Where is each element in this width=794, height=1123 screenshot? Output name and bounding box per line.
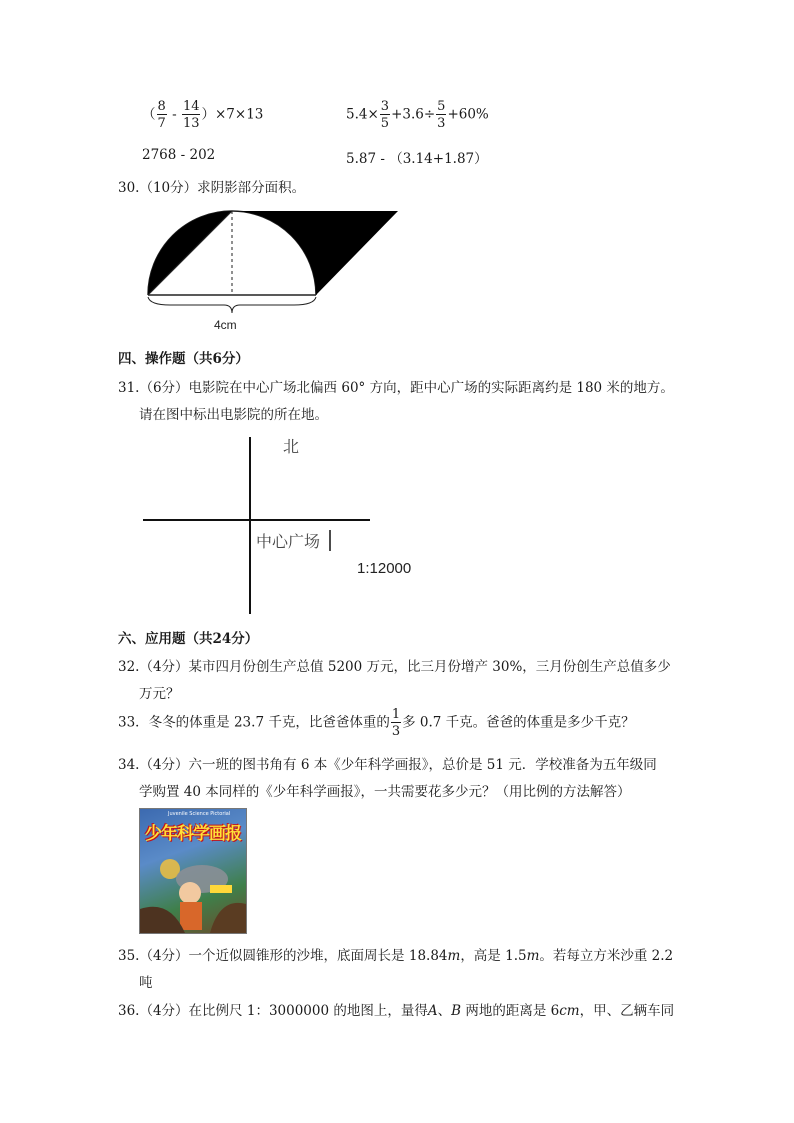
shaded-area-figure: [140, 205, 410, 335]
question-35-line1: 35.（4分）一个近似圆锥形的沙堆，底面周长是 18.84m，高是 1.5m。若每立方米沙重 2.2: [118, 948, 674, 964]
calc-expression-4: 5.87 - （3.14+1.87）: [346, 151, 488, 167]
question-34-line1: 34.（4分）六一班的图书角有 6 本《少年科学画报》，总价是 51 元．学校准备为五年级同: [118, 757, 657, 773]
cover-subtitle: Juvenile Science Pictorial: [168, 811, 231, 817]
question-36: 36.（4分）在比例尺 1：3000000 的地图上，量得A、B 两地的距离是 6cm，甲、乙辆车同: [118, 1003, 675, 1019]
center-square-label: 中心广场: [256, 534, 321, 551]
dimension-label: 4cm: [214, 318, 237, 332]
fraction-1-3: $\frac{1}{3}$: [391, 707, 401, 739]
cover-title: 少年科学画报: [145, 824, 241, 844]
calc-expression-2: 5.4× $\frac{3}{5}$ +3.6÷ $\frac{5}{3}$ +60%: [346, 99, 489, 131]
fraction-8-7: $\frac{8}{7}$: [157, 99, 166, 131]
north-label: 北: [283, 439, 300, 456]
fraction-5-3: $\frac{5}{3}$: [437, 99, 446, 131]
calc-expression-1: （ $\frac{8}{7}$ - $\frac{14}{13}$ ）×7×13: [142, 99, 264, 131]
section-title-6: 六、应用题（共24分）: [118, 631, 259, 647]
direction-map: [140, 432, 440, 617]
calc-expression-3: 2768 - 202: [142, 147, 216, 163]
question-34-line2: 学购置 40 本同样的《少年科学画报》，一共需要花多少元？（用比例的方法解答）: [139, 784, 631, 800]
magazine-cover-image: [139, 808, 247, 934]
question-31-line2: 请在图中标出电影院的所在地。: [139, 407, 328, 423]
question-32-line2: 万元？: [139, 686, 180, 702]
question-32-line1: 32.（4分）某市四月份创生产总值 5200 万元，比三月份增产 30%，三月份创生产总值多少: [118, 659, 671, 675]
dimension-brace: [148, 297, 316, 313]
question-33: 33．冬冬的体重是 23.7 千克，比爸爸体重的 $\frac{1}{3}$ 多 0.7 千克。爸爸的体重是多少千克？: [118, 707, 635, 739]
fraction-3-5: $\frac{3}{5}$: [380, 99, 390, 131]
cover-illustration: [140, 809, 246, 933]
question-30: 30.（10分）求阴影部分面积。: [118, 180, 306, 196]
fraction-14-13: $\frac{14}{13}$: [182, 99, 200, 131]
question-35-line2: 吨: [139, 975, 153, 991]
question-31-line1: 31.（6分）电影院在中心广场北偏西 60° 方向，距中心广场的实际距离约是 180 米的地方。: [118, 380, 674, 396]
section-title-4: 四、操作题（共6分）: [118, 351, 249, 367]
scale-label: 1:12000: [357, 560, 412, 577]
